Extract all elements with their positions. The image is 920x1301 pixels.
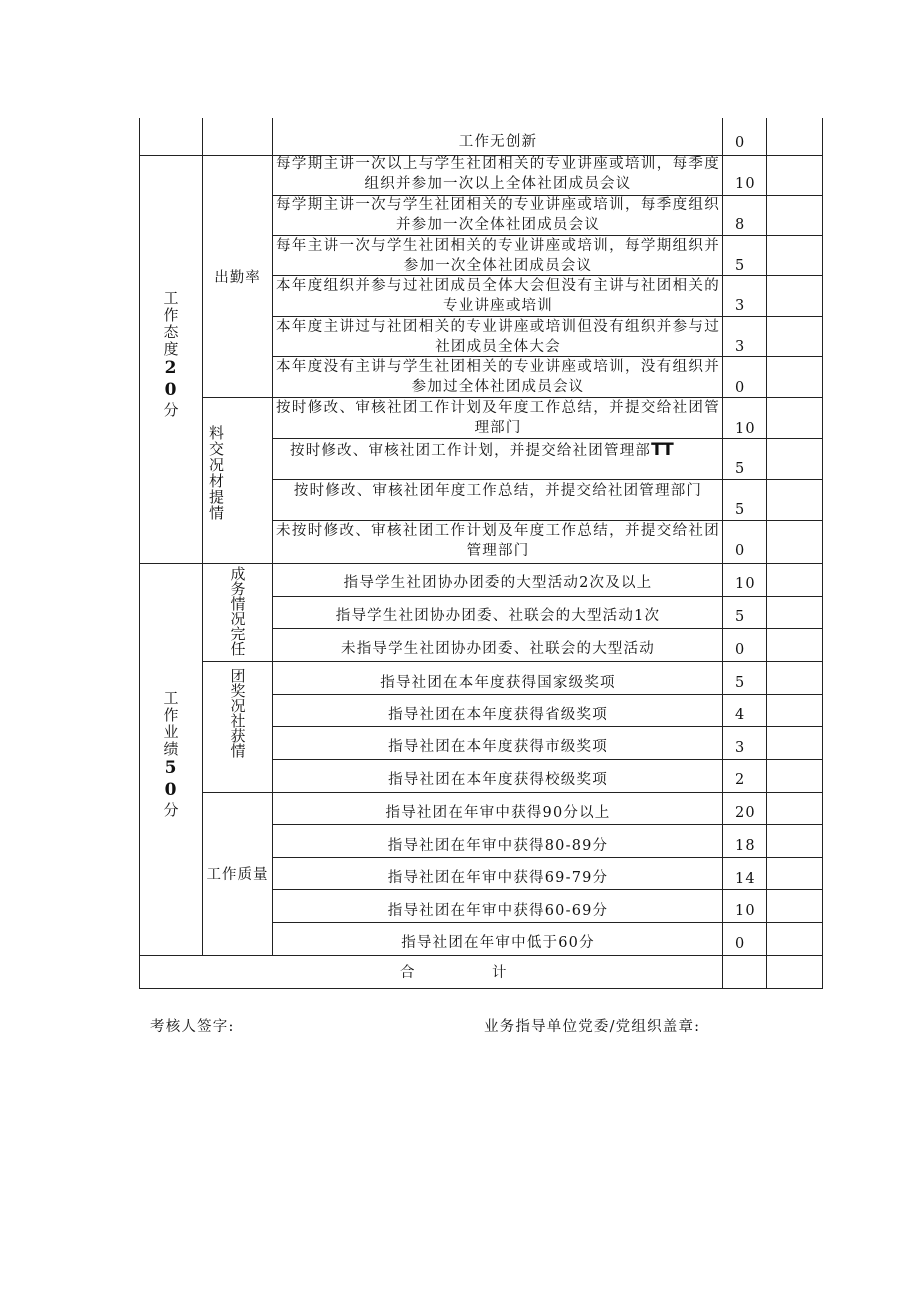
category-name: 工作业绩 bbox=[161, 690, 180, 758]
criteria-text-suffix: TT bbox=[651, 440, 673, 460]
criteria-text: 指导社团在本年度获得校级奖项 bbox=[388, 772, 608, 788]
criteria-text: 指导社团在年审中获得69-79分 bbox=[387, 870, 609, 886]
criteria-text: 指导社团在本年度获得省级奖项 bbox=[388, 707, 608, 723]
score-value: 14 bbox=[735, 871, 756, 887]
score-value: 10 bbox=[735, 903, 756, 919]
criteria-text: 指导学生社团协办团委、社联会的大型活动1次 bbox=[335, 608, 661, 624]
sub-item-label: 料交况材提情 bbox=[207, 425, 225, 521]
criteria-text-main: 按时修改、审核社团工作计划，并提交给社团管理部 bbox=[290, 443, 652, 459]
criteria-text: 工作无创新 bbox=[458, 134, 538, 150]
score-value: 10 bbox=[735, 176, 756, 192]
sub-item-quality: 工作质量 bbox=[206, 867, 269, 883]
criteria-text: 指导社团在本年度获得国家级奖项 bbox=[380, 675, 616, 691]
score-value: 3 bbox=[735, 740, 746, 756]
score-value: 20 bbox=[735, 805, 756, 821]
criteria-text: 指导学生社团协办团委的大型活动2次及以上 bbox=[343, 575, 653, 591]
score-value: 3 bbox=[735, 298, 746, 314]
criteria-text: 指导社团在年审中获得60-69分 bbox=[387, 903, 609, 919]
sub-item-label: 团奖况社获情 bbox=[228, 668, 247, 758]
score-value: 3 bbox=[735, 339, 746, 355]
score-value: 10 bbox=[735, 421, 756, 437]
criteria-text: 指导社团在年审中获得90分以上 bbox=[385, 805, 611, 821]
score-value: 10 bbox=[735, 576, 756, 592]
score-value: 5 bbox=[735, 675, 746, 691]
criteria-text bbox=[290, 440, 720, 461]
criteria-text: 指导社团在年审中获得80-89分 bbox=[387, 838, 609, 854]
score-value: 0 bbox=[735, 135, 746, 151]
score-value: 5 bbox=[735, 461, 746, 477]
category-unit: 分 bbox=[161, 402, 180, 419]
sub-item-tasks bbox=[203, 566, 272, 660]
criteria-text: 本年度组织并参与过社团成员全体大会但没有主讲与社团相关的专业讲座或培训 bbox=[276, 278, 720, 314]
score-value: 4 bbox=[735, 707, 746, 723]
criteria-text: 按时修改、审核社团年度工作总结，并提交给社团管理部门 bbox=[293, 483, 703, 499]
score-value: 2 bbox=[735, 772, 746, 788]
category-unit: 分 bbox=[161, 802, 180, 819]
category-points: 20 bbox=[160, 358, 181, 402]
criteria-text: 每学期主讲一次与学生社团相关的专业讲座或培训，每季度组织并参加一次全体社团成员会议 bbox=[276, 197, 720, 233]
score-value: 5 bbox=[735, 502, 746, 518]
criteria-text: 未指导学生社团协办团委、社联会的大型活动 bbox=[341, 641, 655, 657]
total-label-right: 计 bbox=[492, 965, 508, 981]
criteria-text: 本年度没有主讲与学生社团相关的专业讲座或培训，没有组织并参加过全体社团成员会议 bbox=[276, 359, 720, 395]
criteria-text: 每年主讲一次与学生社团相关的专业讲座或培训，每学期组织并参加一次全体社团成员会议 bbox=[276, 238, 720, 274]
score-value: 0 bbox=[735, 380, 746, 396]
score-value: 0 bbox=[735, 543, 746, 559]
party-seal-label: 业务指导单位党委/党组织盖章: bbox=[484, 1019, 701, 1035]
criteria-text: 指导社团在年审中低于60分 bbox=[401, 935, 595, 951]
score-value: 0 bbox=[735, 936, 746, 952]
criteria-text: 按时修改、审核社团工作计划及年度工作总结，并提交给社团管理部门 bbox=[276, 400, 720, 436]
criteria-text: 每学期主讲一次以上与学生社团相关的专业讲座或培训，每季度组织并参加一次以上全体社团成员会议 bbox=[276, 156, 720, 192]
sub-item-awards bbox=[203, 668, 272, 788]
category-name: 工作态度 bbox=[161, 290, 180, 358]
sub-item-materials bbox=[203, 425, 272, 555]
score-value: 5 bbox=[735, 609, 746, 625]
criteria-text: 本年度主讲过与社团相关的专业讲座或培训但没有组织并参与过社团成员全体大会 bbox=[276, 319, 720, 355]
assessor-signature-label: 考核人签字: bbox=[150, 1019, 235, 1035]
sub-item-label: 成务情况完任 bbox=[228, 566, 247, 656]
criteria-text: 未按时修改、审核社团工作计划及年度工作总结，并提交给社团管理部门 bbox=[276, 523, 720, 559]
total-label-left: 合 bbox=[400, 965, 416, 981]
score-value: 8 bbox=[735, 217, 746, 233]
category-points: 50 bbox=[160, 758, 181, 802]
score-value: 18 bbox=[735, 838, 756, 854]
sub-item-attendance: 出勤率 bbox=[214, 270, 261, 286]
category-performance bbox=[140, 690, 202, 830]
criteria-text: 指导社团在本年度获得市级奖项 bbox=[388, 739, 608, 755]
score-value: 0 bbox=[735, 642, 746, 658]
score-value: 5 bbox=[735, 258, 746, 274]
category-attitude bbox=[140, 290, 202, 430]
